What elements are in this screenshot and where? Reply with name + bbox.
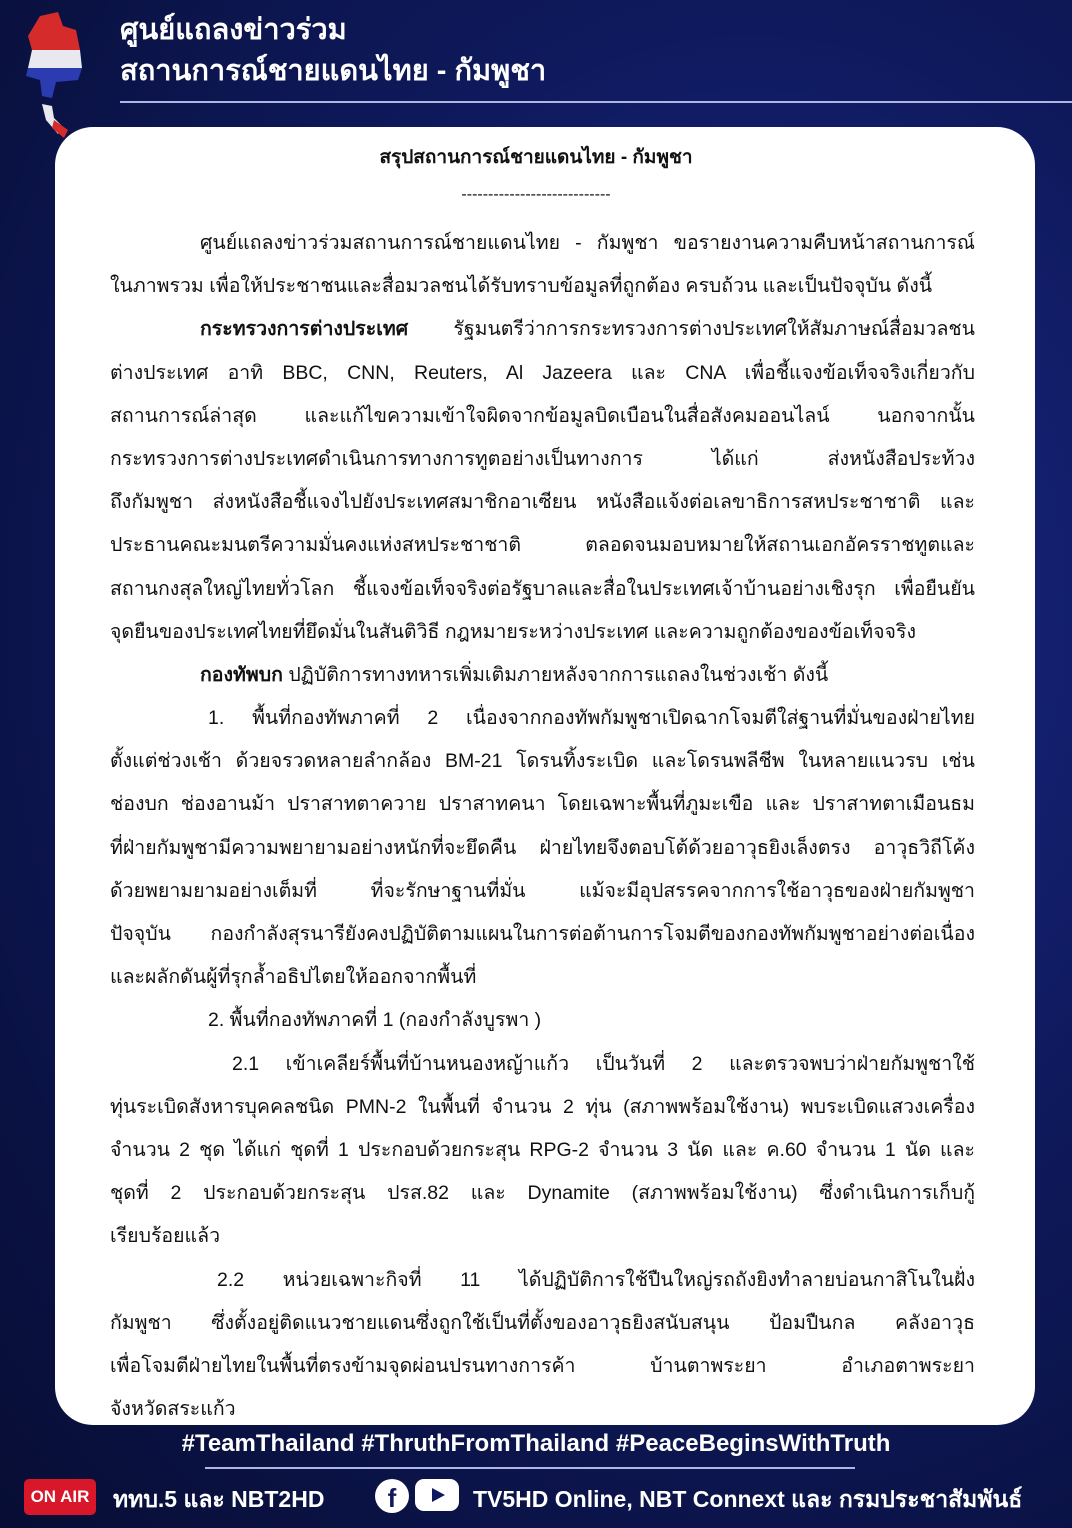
broadcast-channels: ททบ.5 และ NBT2HD	[113, 1486, 325, 1512]
line-text: 2.1 เข้าเคลียร์พื้นที่บ้านหนองหญ้าแก้ว เป็นวันที่ 2 และตรวจพบว่าฝ่ายกัมพูชาใช้	[232, 1052, 975, 1075]
line-text: ในภาพรวม เพื่อให้ประชาชนและสื่อมวลชนได้รับทราบข้อมูลที่ถูกต้อง ครบถ้วน และเป็นปัจจุบัน ดังนี้	[110, 275, 933, 298]
document-line	[110, 876, 975, 919]
line-text: สถานกงสุลใหญ่ไทยทั่วโลก ชี้แจงข้อเท็จจริงต่อรัฐบาลและสื่อในประเทศเจ้าบ้านอย่างเชิงรุก เพื่อยืนยัน	[110, 577, 975, 600]
footer-divider	[205, 1467, 855, 1469]
document-line	[110, 401, 975, 444]
document-line	[110, 574, 975, 617]
line-text: ประธานคณะมนตรีความมั่นคงแห่งสหประชาชาติ ตลอดจนมอบหมายให้สถานเอกอัครราชทูตและ	[110, 534, 975, 557]
document-line	[110, 617, 975, 660]
document-line	[110, 1221, 975, 1264]
section-heading: กองทัพบก	[200, 663, 283, 686]
document-line	[110, 789, 975, 832]
line-text: รัฐมนตรีว่าการกระทรวงการต่างประเทศให้สัมภาษณ์สื่อมวลชน	[408, 318, 975, 341]
line-text: ทุ่นระเบิดสังหารบุคคลชนิด PMN-2 ในพื้นที่ จำนวน 2 ทุ่น (สภาพพร้อมใช้งาน) พบระเบิดแสวงเครื่อง	[110, 1095, 975, 1118]
document-line	[110, 1005, 975, 1048]
header-title	[120, 10, 546, 92]
document-line	[110, 1178, 975, 1221]
on-air-badge: ON AIR	[24, 1479, 96, 1515]
line-text: กระทรวงการต่างประเทศดำเนินการทางการทูตอย่างเป็นทางการ ได้แก่ ส่งหนังสือประท้วง	[110, 447, 975, 470]
line-text: 1. พื้นที่กองทัพภาคที่ 2 เนื่องจากกองทัพกัมพูชาเปิดฉากโจมตีใส่ฐานที่มั่นของฝ่ายไทย	[208, 707, 975, 730]
header-line-2: สถานการณ์ชายแดนไทย - กัมพูชา	[120, 55, 547, 87]
line-text: ปฏิบัติการทางทหารเพิ่มเติมภายหลังจากการแถลงในช่วงเช้า ดังนี้	[282, 663, 829, 686]
document-line	[110, 1351, 975, 1394]
line-text: ถึงกัมพูชา ส่งหนังสือชี้แจงไปยังประเทศสมาชิกอาเซียน หนังสือแจ้งต่อเลขาธิการสหประชาชาติ และ	[110, 491, 975, 514]
line-text: ตั้งแต่ช่วงเช้า ด้วยจรวดหลายลำกล้อง BM-21 โดรนทิ้งระเบิด และโดรนพลีชีพ ในหลายแนวรบ เช่น	[110, 750, 975, 773]
document-line	[110, 1092, 975, 1135]
document-line	[110, 487, 975, 530]
youtube-icon	[415, 1479, 459, 1511]
line-text: จำนวน 2 ชุด ได้แก่ ชุดที่ 1 ประกอบด้วยกระสุน RPG-2 จำนวน 3 นัด และ ค.60 จำนวน 1 นัด และ	[110, 1138, 975, 1161]
document-line	[110, 530, 975, 573]
thailand-map-logo	[18, 8, 93, 140]
document-line	[110, 271, 975, 314]
facebook-icon: f	[375, 1479, 409, 1513]
line-text: กัมพูชา ซึ่งตั้งอยู่ติดแนวชายแดนซึ่งถูกใช้เป็นที่ตั้งของอาวุธยิงสนับสนุน ป้อมปืนกล คลังอาวุธ	[110, 1311, 975, 1334]
document-line	[110, 660, 975, 703]
line-text: ช่องบก ช่องอานม้า ปราสาทตาควาย ปราสาทคนา โดยเฉพาะพื้นที่ภูมะเขือ และ ปราสาทตาเมือนธม	[110, 793, 975, 816]
document-line	[110, 228, 975, 271]
document-line	[110, 358, 975, 401]
line-text: จังหวัดสระแก้ว	[110, 1398, 236, 1421]
document-line	[110, 746, 975, 789]
line-text: ศูนย์แถลงข่าวร่วมสถานการณ์ชายแดนไทย - กัมพูชา ขอรายงานความคืบหน้าสถานการณ์	[200, 232, 975, 254]
line-text: เรียบร้อยแล้ว	[110, 1225, 221, 1248]
document-line	[110, 1265, 975, 1308]
document-line	[110, 919, 975, 962]
line-text: สถานการณ์ล่าสุด และแก้ไขความเข้าใจผิดจากข้อมูลบิดเบือนในสื่อสังคมออนไลน์ นอกจากนั้น	[110, 404, 975, 427]
line-text: ด้วยพยามยามอย่างเต็มที่ ที่จะรักษาฐานที่มั่น แม้จะมีอุปสรรคจากการใช้อาวุธของฝ่ายกัมพูชา	[110, 879, 975, 902]
header-divider	[120, 101, 1072, 103]
document-line	[110, 444, 975, 487]
section-heading: กระทรวงการต่างประเทศ	[200, 318, 409, 341]
line-text: ปัจจุบัน กองกำลังสุรนารียังคงปฏิบัติตามแผนในการต่อต้านการโจมตีของกองทัพกัมพูชาอย่างต่อเนื่อง	[110, 923, 975, 945]
hashtags: #TeamThailand #ThruthFromThailand #PeaceBeginsWithTruth	[181, 1430, 891, 1457]
document-line	[110, 833, 975, 876]
line-text: 2. พื้นที่กองทัพภาคที่ 1 (กองกำลังบูรพา )	[208, 1009, 542, 1032]
document-body	[110, 228, 975, 1437]
header-line-1: ศูนย์แถลงข่าวร่วม	[120, 14, 347, 46]
document-line	[110, 962, 975, 1005]
line-text: 2.2 หน่วยเฉพาะกิจที่ 11 ได้ปฏิบัติการใช้ปืนใหญ่รถถังยิงทำลายบ่อนกาสิโนในฝั่ง	[217, 1268, 975, 1291]
line-text: ต่างประเทศ อาทิ BBC, CNN, Reuters, Al Jazeera และ CNA เพื่อชี้แจงข้อเท็จจริงเกี่ยวกับ	[110, 361, 975, 384]
line-text: และผลักดันผู้ที่รุกล้ำอธิปไตยให้ออกจากพื้นที่	[110, 966, 477, 989]
line-text: ที่ฝ่ายกัมพูชามีความพยายามอย่างหนักที่จะยึดคืน ฝ่ายไทยจึงตอบโต้ด้วยอาวุธยิงเล็งตรง อาวุธวิถีโค้ง	[110, 836, 975, 859]
document-line	[110, 703, 975, 746]
online-channels: TV5HD Online, NBT Connext และ กรมประชาสัมพันธ์	[473, 1486, 1023, 1512]
document-line	[110, 1049, 975, 1092]
document-title: สรุปสถานการณ์ชายแดนไทย - กัมพูชา	[379, 147, 693, 168]
line-text: เพื่อโจมตีฝ่ายไทยในพื้นที่ตรงข้ามจุดผ่อนปรนทางการค้า บ้านตาพระยา อำเภอตาพระยา	[110, 1354, 975, 1377]
document-line	[110, 1308, 975, 1351]
title-separator: ----------------------------	[461, 186, 611, 203]
line-text: ชุดที่ 2 ประกอบด้วยกระสุน ปรส.82 และ Dynamite (สภาพพร้อมใช้งาน) ซึ่งดำเนินการเก็บกู้	[110, 1182, 975, 1205]
line-text: จุดยืนของประเทศไทยที่ยึดมั่นในสันติวิธี กฎหมายระหว่างประเทศ และความถูกต้องของข้อเท็จจริง	[110, 620, 916, 643]
document-line	[110, 314, 975, 357]
document-line	[110, 1135, 975, 1178]
social-icons	[375, 1479, 459, 1513]
